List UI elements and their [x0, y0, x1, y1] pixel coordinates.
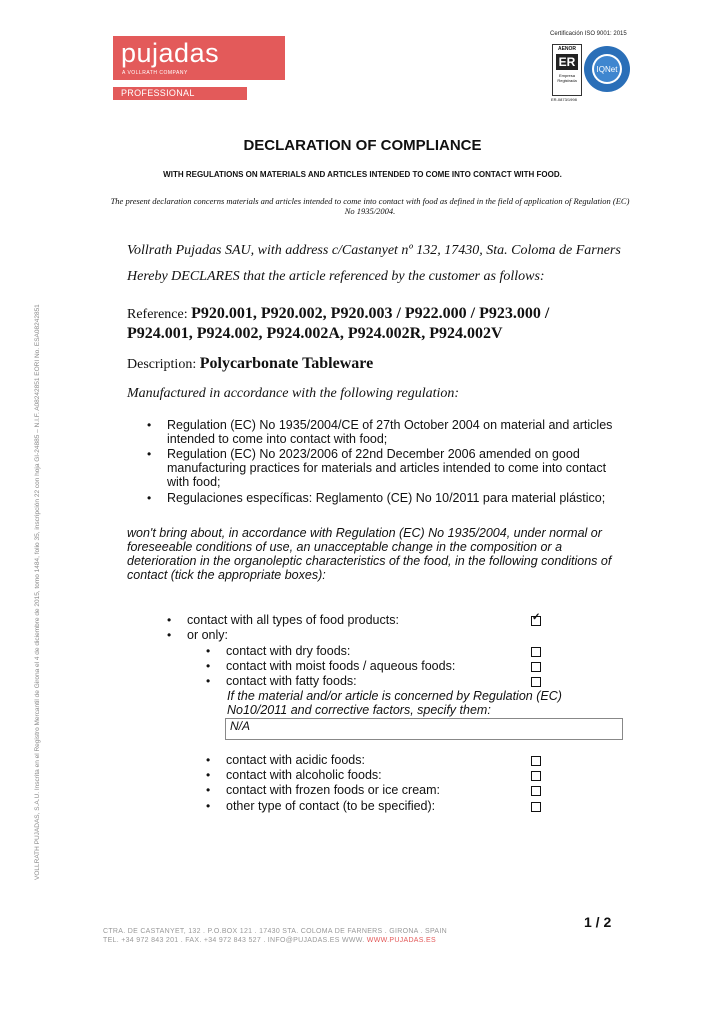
- checklist-label: or only:: [187, 628, 228, 642]
- checklist-item: • or only:: [167, 628, 228, 642]
- checkbox-frozen-foods[interactable]: [531, 786, 541, 796]
- checklist-label: contact with acidic foods:: [226, 753, 365, 767]
- corrective-factors-value: N/A: [230, 719, 251, 733]
- aenor-number: ER-0873/1998: [551, 97, 577, 102]
- aenor-badge: [552, 44, 582, 96]
- regulation-item: • Regulaciones específicas: Reglamento (CE) No 10/2011 para material plástico;: [147, 491, 606, 505]
- regulation-text: Regulation (EC) No 1935/2004/CE of 27th October 2004 on material and articles intended to come into contact with food;: [167, 418, 613, 446]
- checkbox-fatty-foods[interactable]: [531, 677, 541, 687]
- manufactured-line: Manufactured in accordance with the following regulation:: [127, 386, 460, 401]
- intro-text: The present declaration concerns materials and articles intended to come into contact with food as defined in the field of application of Regulation (EC) No 1935/2004.: [110, 196, 630, 216]
- iqnet-seal: [583, 45, 631, 93]
- checkbox-alcoholic-foods[interactable]: [531, 771, 541, 781]
- reference-values-2: P924.001, P924.002, P924.002A, P924.002R, P924.002V: [127, 325, 503, 342]
- checkbox-dry-foods[interactable]: [531, 647, 541, 657]
- page-number: 1 / 2: [584, 914, 612, 930]
- footer-contact-line: [103, 937, 436, 944]
- checklist-item: • contact with all types of food products:: [167, 613, 399, 627]
- document-title: DECLARATION OF COMPLIANCE: [243, 137, 482, 154]
- regulation-item: • Regulation (EC) No 1935/2004/CE of 27th October 2004 on material and articles intended to come into contact with food;: [147, 418, 613, 446]
- corrective-factors-note: If the material and/or article is concerned by Regulation (EC) No10/2011 and corrective factors, specify them:: [227, 689, 562, 717]
- reference-line-1: [127, 305, 549, 323]
- description-line: [127, 355, 373, 373]
- logo-brand: pujadas: [121, 38, 220, 68]
- regulation-text: Regulation (EC) No 2023/2006 of 22nd December 2006 amended on good manufacturing practices for materials and articles intended to come into contact with food;: [167, 447, 607, 489]
- checklist-label: contact with moist foods / aqueous foods:: [226, 659, 456, 673]
- reference-label: Reference:: [127, 307, 188, 322]
- description-label: Description:: [127, 357, 197, 372]
- checklist-item: • contact with moist foods / aqueous foods:: [206, 659, 456, 673]
- checklist-item: • contact with frozen foods or ice cream:: [206, 783, 440, 797]
- reference-values-1: P920.001, P920.002, P920.003 / P922.000 / P923.000 /: [191, 305, 550, 322]
- footer-address: CTRA. DE CASTANYET, 132 . P.O.BOX 121 . 17430 STA. COLOMA DE FARNERS . GIRONA . SPAIN: [103, 928, 447, 935]
- aenor-company: Empresa Registrada: [557, 73, 577, 83]
- aenor-label: AENOR: [557, 46, 577, 52]
- tagline-bar: PROFESSIONAL COOKWARE: [113, 87, 247, 100]
- checkbox-acidic-foods[interactable]: [531, 756, 541, 766]
- checklist-label: contact with all types of food products:: [187, 613, 399, 627]
- checklist-label: contact with alcoholic foods:: [226, 768, 382, 782]
- iqnet-label: IQNet: [596, 65, 618, 74]
- checklist-label: other type of contact (to be specified):: [226, 799, 436, 813]
- regulation-text: Regulaciones específicas: Reglamento (CE) No 10/2011 para material plástico;: [167, 491, 606, 505]
- corrective-factors-field[interactable]: [225, 718, 623, 740]
- registry-side-text: VOLLRATH PUJADAS, S.A.U. Inscrita en el Registro Mercantil de Girona el 4 de diciembre de 2015, tomo 1484, folio 35, inscripción 22 con hoja GI-24885 – N.I.F. A08242851 EORI No. ESA08242851: [34, 304, 41, 880]
- footer-website-link[interactable]: WWW.PUJADAS.ES: [366, 937, 436, 944]
- footer-contact: TEL. +34 972 843 201 . FAX. +34 972 843 527 . INFO@PUJADAS.ES WWW.: [103, 937, 365, 944]
- checklist-label: contact with fatty foods:: [226, 674, 357, 688]
- description-value: Polycarbonate Tableware: [199, 355, 374, 372]
- checklist-item: • contact with dry foods:: [206, 644, 351, 658]
- checkbox-all-foods[interactable]: [531, 616, 541, 626]
- checklist-item: • other type of contact (to be specified):: [206, 799, 436, 813]
- company-line: Vollrath Pujadas SAU, with address c/Castanyet nº 132, 17430, Sta. Coloma de Farners: [127, 243, 621, 258]
- checklist-item: • contact with alcoholic foods:: [206, 768, 382, 782]
- declares-line: Hereby DECLARES that the article referenced by the customer as follows:: [127, 269, 545, 284]
- conditions-paragraph: won't bring about, in accordance with Regulation (EC) No 1935/2004, under normal or foreseeable conditions of use, an unacceptable change in the composition or a deterioration in the organoleptic characteristics of the food, in the following conditions of contact (tick the appropriate boxes):: [127, 526, 612, 582]
- certification-text: Certificación ISO 9001: 2015: [550, 31, 627, 37]
- pujadas-logo: [113, 36, 285, 80]
- checklist-item: • contact with acidic foods:: [206, 753, 365, 767]
- regulation-item: • Regulation (EC) No 2023/2006 of 22nd December 2006 amended on good manufacturing practices for materials and articles intended to come into contact with food;: [147, 447, 607, 489]
- checkbox-moist-foods[interactable]: [531, 662, 541, 672]
- checklist-label: contact with frozen foods or ice cream:: [226, 783, 440, 797]
- logo-subtitle: A VOLLRATH COMPANY: [122, 70, 188, 76]
- checklist-item: • contact with fatty foods:: [206, 674, 357, 688]
- checkbox-other-contact[interactable]: [531, 802, 541, 812]
- aenor-er-mark: ER: [556, 54, 578, 70]
- document-subtitle: WITH REGULATIONS ON MATERIALS AND ARTICLES INTENDED TO COME INTO CONTACT WITH FOOD.: [163, 170, 562, 179]
- checklist-label: contact with dry foods:: [226, 644, 351, 658]
